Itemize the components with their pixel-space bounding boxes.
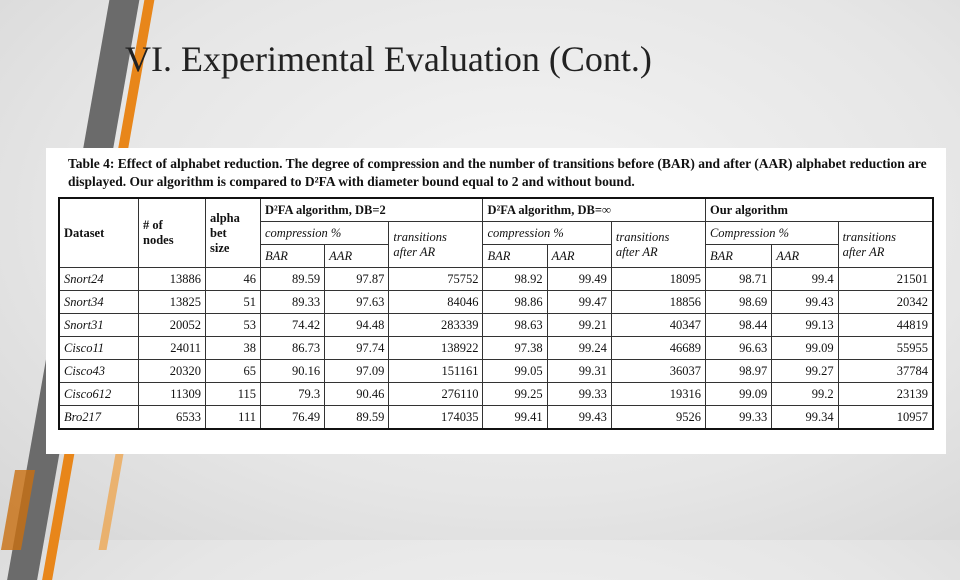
table-cell: 99.09 (772, 337, 838, 360)
table-cell: 283339 (389, 314, 483, 337)
table-row (59, 406, 933, 430)
table-cell: 74.42 (261, 314, 325, 337)
table-cell: 18095 (611, 268, 705, 291)
table-cell: 89.59 (261, 268, 325, 291)
table-cell: 99.05 (483, 360, 547, 383)
table-cell: 98.63 (483, 314, 547, 337)
header-group-dbinf: D²FA algorithm, DB=∞ (483, 198, 705, 222)
table-cell: 99.43 (772, 291, 838, 314)
table-cell: 99.09 (705, 383, 771, 406)
header-nodes (139, 198, 206, 268)
table-cell: 174035 (389, 406, 483, 430)
dataset-name-cell: Cisco43 (59, 360, 139, 383)
header-compression-1: compression % (261, 222, 389, 245)
table-cell: 18856 (611, 291, 705, 314)
table-cell: 99.49 (547, 268, 611, 291)
table-cell: 98.92 (483, 268, 547, 291)
header-transitions-1-line1: transitions (393, 229, 447, 244)
header-transitions-3-line1: transitions (842, 229, 897, 244)
dataset-name-cell: Snort31 (59, 314, 139, 337)
table-cell: 98.44 (705, 314, 771, 337)
table-cell: 89.33 (261, 291, 325, 314)
table-cell: 99.13 (772, 314, 838, 337)
table-row (59, 314, 933, 337)
table-cell: 99.31 (547, 360, 611, 383)
header-transitions-2-line2: after AR (615, 244, 658, 259)
table-cell: 46 (206, 268, 261, 291)
table-cell: 11309 (139, 383, 206, 406)
table-cell: 6533 (139, 406, 206, 430)
dataset-name-cell: Bro217 (59, 406, 139, 430)
table-cell: 90.46 (325, 383, 389, 406)
table-row (59, 360, 933, 383)
header-group-db2: D²FA algorithm, DB=2 (261, 198, 483, 222)
table-cell: 13825 (139, 291, 206, 314)
header-transitions-2-line1: transitions (615, 229, 670, 244)
table-caption: Table 4: Effect of alphabet reduction. The degree of compression and the number of transitions before (BAR) and after (AAR) alphabet reduction are displayed. Our algorithm is compared to D²FA with diameter bound equal to 2 and without bound. (68, 156, 927, 189)
table-cell: 51 (206, 291, 261, 314)
table-cell: 36037 (611, 360, 705, 383)
header-nodes-line1: # of (143, 218, 163, 232)
table-cell: 138922 (389, 337, 483, 360)
header-nodes-line2: nodes (143, 233, 174, 247)
table-cell: 19316 (611, 383, 705, 406)
table-cell: 99.4 (772, 268, 838, 291)
table-cell: 99.41 (483, 406, 547, 430)
table-cell: 55955 (838, 337, 933, 360)
table-cell: 76.49 (261, 406, 325, 430)
header-bar-3: BAR (705, 245, 771, 268)
table-cell: 276110 (389, 383, 483, 406)
table-cell: 99.33 (705, 406, 771, 430)
header-alphabet-size (206, 198, 261, 268)
table-cell: 13886 (139, 268, 206, 291)
header-transitions-2 (611, 222, 705, 268)
dataset-name-cell: Cisco612 (59, 383, 139, 406)
table-cell: 20052 (139, 314, 206, 337)
table-header-row (59, 198, 933, 222)
dataset-name-cell: Cisco11 (59, 337, 139, 360)
table-cell: 23139 (838, 383, 933, 406)
table-row (59, 383, 933, 406)
table-cell: 111 (206, 406, 261, 430)
table-cell: 99.25 (483, 383, 547, 406)
table-cell: 79.3 (261, 383, 325, 406)
table-cell: 84046 (389, 291, 483, 314)
table-cell: 90.16 (261, 360, 325, 383)
table-cell: 10957 (838, 406, 933, 430)
table-cell: 99.47 (547, 291, 611, 314)
table-cell: 98.69 (705, 291, 771, 314)
header-group-ours: Our algorithm (705, 198, 933, 222)
table-cell: 99.43 (547, 406, 611, 430)
table-cell: 99.34 (772, 406, 838, 430)
table-cell: 86.73 (261, 337, 325, 360)
table-cell: 97.09 (325, 360, 389, 383)
table-row (59, 337, 933, 360)
table-cell: 97.38 (483, 337, 547, 360)
table-cell: 99.21 (547, 314, 611, 337)
header-transitions-3-line2: after AR (842, 244, 885, 259)
table-cell: 65 (206, 360, 261, 383)
table-cell: 98.86 (483, 291, 547, 314)
table-cell: 20320 (139, 360, 206, 383)
table-cell: 38 (206, 337, 261, 360)
header-aar-2: AAR (547, 245, 611, 268)
dataset-name-cell: Snort34 (59, 291, 139, 314)
table-cell: 40347 (611, 314, 705, 337)
header-alpha-line1: alpha (210, 210, 240, 225)
header-compression-2: compression % (483, 222, 611, 245)
table-cell: 99.27 (772, 360, 838, 383)
table-row (59, 268, 933, 291)
table-cell: 53 (206, 314, 261, 337)
dataset-name-cell: Snort24 (59, 268, 139, 291)
header-alpha-line3: size (210, 240, 230, 255)
table-cell: 46689 (611, 337, 705, 360)
header-compression-3: Compression % (705, 222, 838, 245)
table-cell: 94.48 (325, 314, 389, 337)
header-transitions-1-line2: after AR (393, 244, 436, 259)
header-transitions-3 (838, 222, 933, 268)
table-cell: 151161 (389, 360, 483, 383)
header-aar-1: AAR (325, 245, 389, 268)
table-cell: 44819 (838, 314, 933, 337)
table-row (59, 291, 933, 314)
table-cell: 99.33 (547, 383, 611, 406)
table-cell: 99.2 (772, 383, 838, 406)
header-transitions-1 (389, 222, 483, 268)
header-alpha-line2: bet (210, 225, 227, 240)
table-cell: 98.71 (705, 268, 771, 291)
table-body (59, 268, 933, 430)
table-cell: 37784 (838, 360, 933, 383)
table-cell: 24011 (139, 337, 206, 360)
table-cell: 96.63 (705, 337, 771, 360)
table-cell: 20342 (838, 291, 933, 314)
table-cell: 9526 (611, 406, 705, 430)
table-cell: 99.24 (547, 337, 611, 360)
table-cell: 75752 (389, 268, 483, 291)
header-bar-2: BAR (483, 245, 547, 268)
header-bar-1: BAR (261, 245, 325, 268)
table-cell: 97.87 (325, 268, 389, 291)
table-cell: 21501 (838, 268, 933, 291)
table-cell: 98.97 (705, 360, 771, 383)
table-cell: 97.63 (325, 291, 389, 314)
table-cell: 89.59 (325, 406, 389, 430)
slide-title: VI. Experimental Evaluation (Cont.) (125, 39, 652, 79)
header-aar-3: AAR (772, 245, 838, 268)
table-cell: 115 (206, 383, 261, 406)
results-table (58, 197, 934, 430)
header-dataset: Dataset (59, 198, 139, 268)
table-cell: 97.74 (325, 337, 389, 360)
